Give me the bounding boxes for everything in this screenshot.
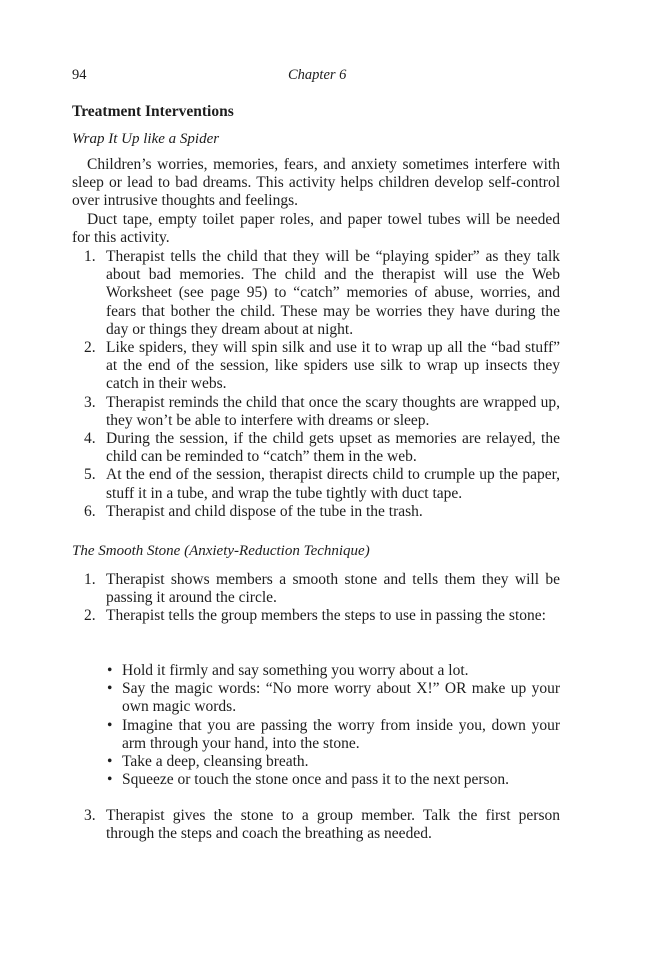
stone-activity-title: The Smooth Stone (Anxiety-Reduction Technique) [72, 543, 370, 559]
list-item [72, 430, 560, 466]
step-text: At the end of the session, therapist directs child to crumple up the paper, stuff it in a tube, and wrap the tube tightly with duct tape. [106, 466, 560, 502]
bullet-icon: • [107, 771, 113, 789]
bullet-text: Take a deep, cleansing breath. [122, 753, 309, 771]
list-item [72, 503, 560, 521]
list-item [72, 339, 560, 394]
page-number: 94 [72, 67, 87, 83]
chapter-label: Chapter 6 [288, 67, 347, 83]
step-text: During the session, if the child gets upset as memories are relayed, the child can be reminded to “catch” them in the web. [106, 430, 560, 466]
stone-steps-list [72, 571, 560, 626]
step-number: 2. [84, 607, 96, 625]
step-text: Therapist gives the stone to a group member. Talk the first person through the steps and coach the breathing as needed. [106, 807, 560, 843]
step-text: Therapist tells the group members the steps to use in passing the stone: [106, 607, 546, 625]
spider-materials-paragraph: Duct tape, empty toilet paper roles, and paper towel tubes will be needed for this activity. [72, 211, 560, 247]
step-number: 5. [84, 466, 96, 484]
bullet-text: Hold it firmly and say something you worry about a lot. [122, 662, 469, 679]
step-number: 1. [84, 248, 96, 265]
stone-steps-bullets [106, 662, 560, 789]
bullet-icon: • [107, 753, 113, 771]
bullet-icon: • [107, 662, 113, 679]
stone-final-step [72, 807, 560, 843]
bullet-icon: • [107, 716, 113, 734]
bullet-text: Squeeze or touch the stone once and pass it to the next person. [122, 771, 509, 789]
step-text: Therapist and child dispose of the tube in the trash. [106, 502, 423, 520]
list-item [72, 571, 560, 607]
step-number: 3. [84, 393, 96, 411]
spider-intro-paragraph: Children’s worries, memories, fears, and anxiety sometimes interfere with sleep or lead to bad dreams. This activity helps children develop self-control over intrusive thoughts and feelings. [72, 156, 560, 210]
list-item [106, 680, 560, 716]
step-text: Therapist tells the child that they will be “playing spider” as they talk about bad memories. The child and the therapist will use the Web Worksheet (see page 95) to “catch” memories of abuse, worries, and fears that bother the child. These may be worries they have during the day or things they dream about at night. [106, 248, 560, 338]
bullet-text: Imagine that you are passing the worry from inside you, down your arm through your hand, into the stone. [122, 716, 560, 752]
step-number: 6. [84, 502, 96, 520]
list-item [106, 753, 560, 771]
list-item [72, 394, 560, 430]
list-item [106, 717, 560, 753]
list-item [72, 248, 560, 339]
book-page [72, 0, 560, 975]
running-head [72, 67, 560, 87]
list-item [106, 771, 560, 789]
bullet-icon: • [107, 680, 113, 698]
section-title: Treatment Interventions [72, 103, 234, 120]
list-item [72, 807, 560, 843]
spider-activity-title: Wrap It Up like a Spider [72, 131, 220, 147]
step-number: 2. [84, 339, 96, 357]
list-item [106, 662, 560, 680]
bullet-text: Say the magic words: “No more worry about X!” OR make up your own magic words. [122, 680, 560, 716]
spider-steps-list [72, 248, 560, 521]
step-number: 1. [84, 571, 96, 588]
step-number: 4. [84, 430, 96, 448]
step-text: Therapist shows members a smooth stone and tells them they will be passing it around the circle. [106, 571, 560, 607]
list-item [72, 607, 560, 625]
step-text: Like spiders, they will spin silk and use it to wrap up all the “bad stuff” at the end of the session, like spiders use silk to wrap up insects they catch in their webs. [106, 339, 560, 393]
step-number: 3. [84, 807, 96, 824]
step-text: Therapist reminds the child that once the scary thoughts are wrapped up, they won’t be able to interfere with dreams or sleep. [106, 393, 560, 429]
list-item [72, 466, 560, 502]
